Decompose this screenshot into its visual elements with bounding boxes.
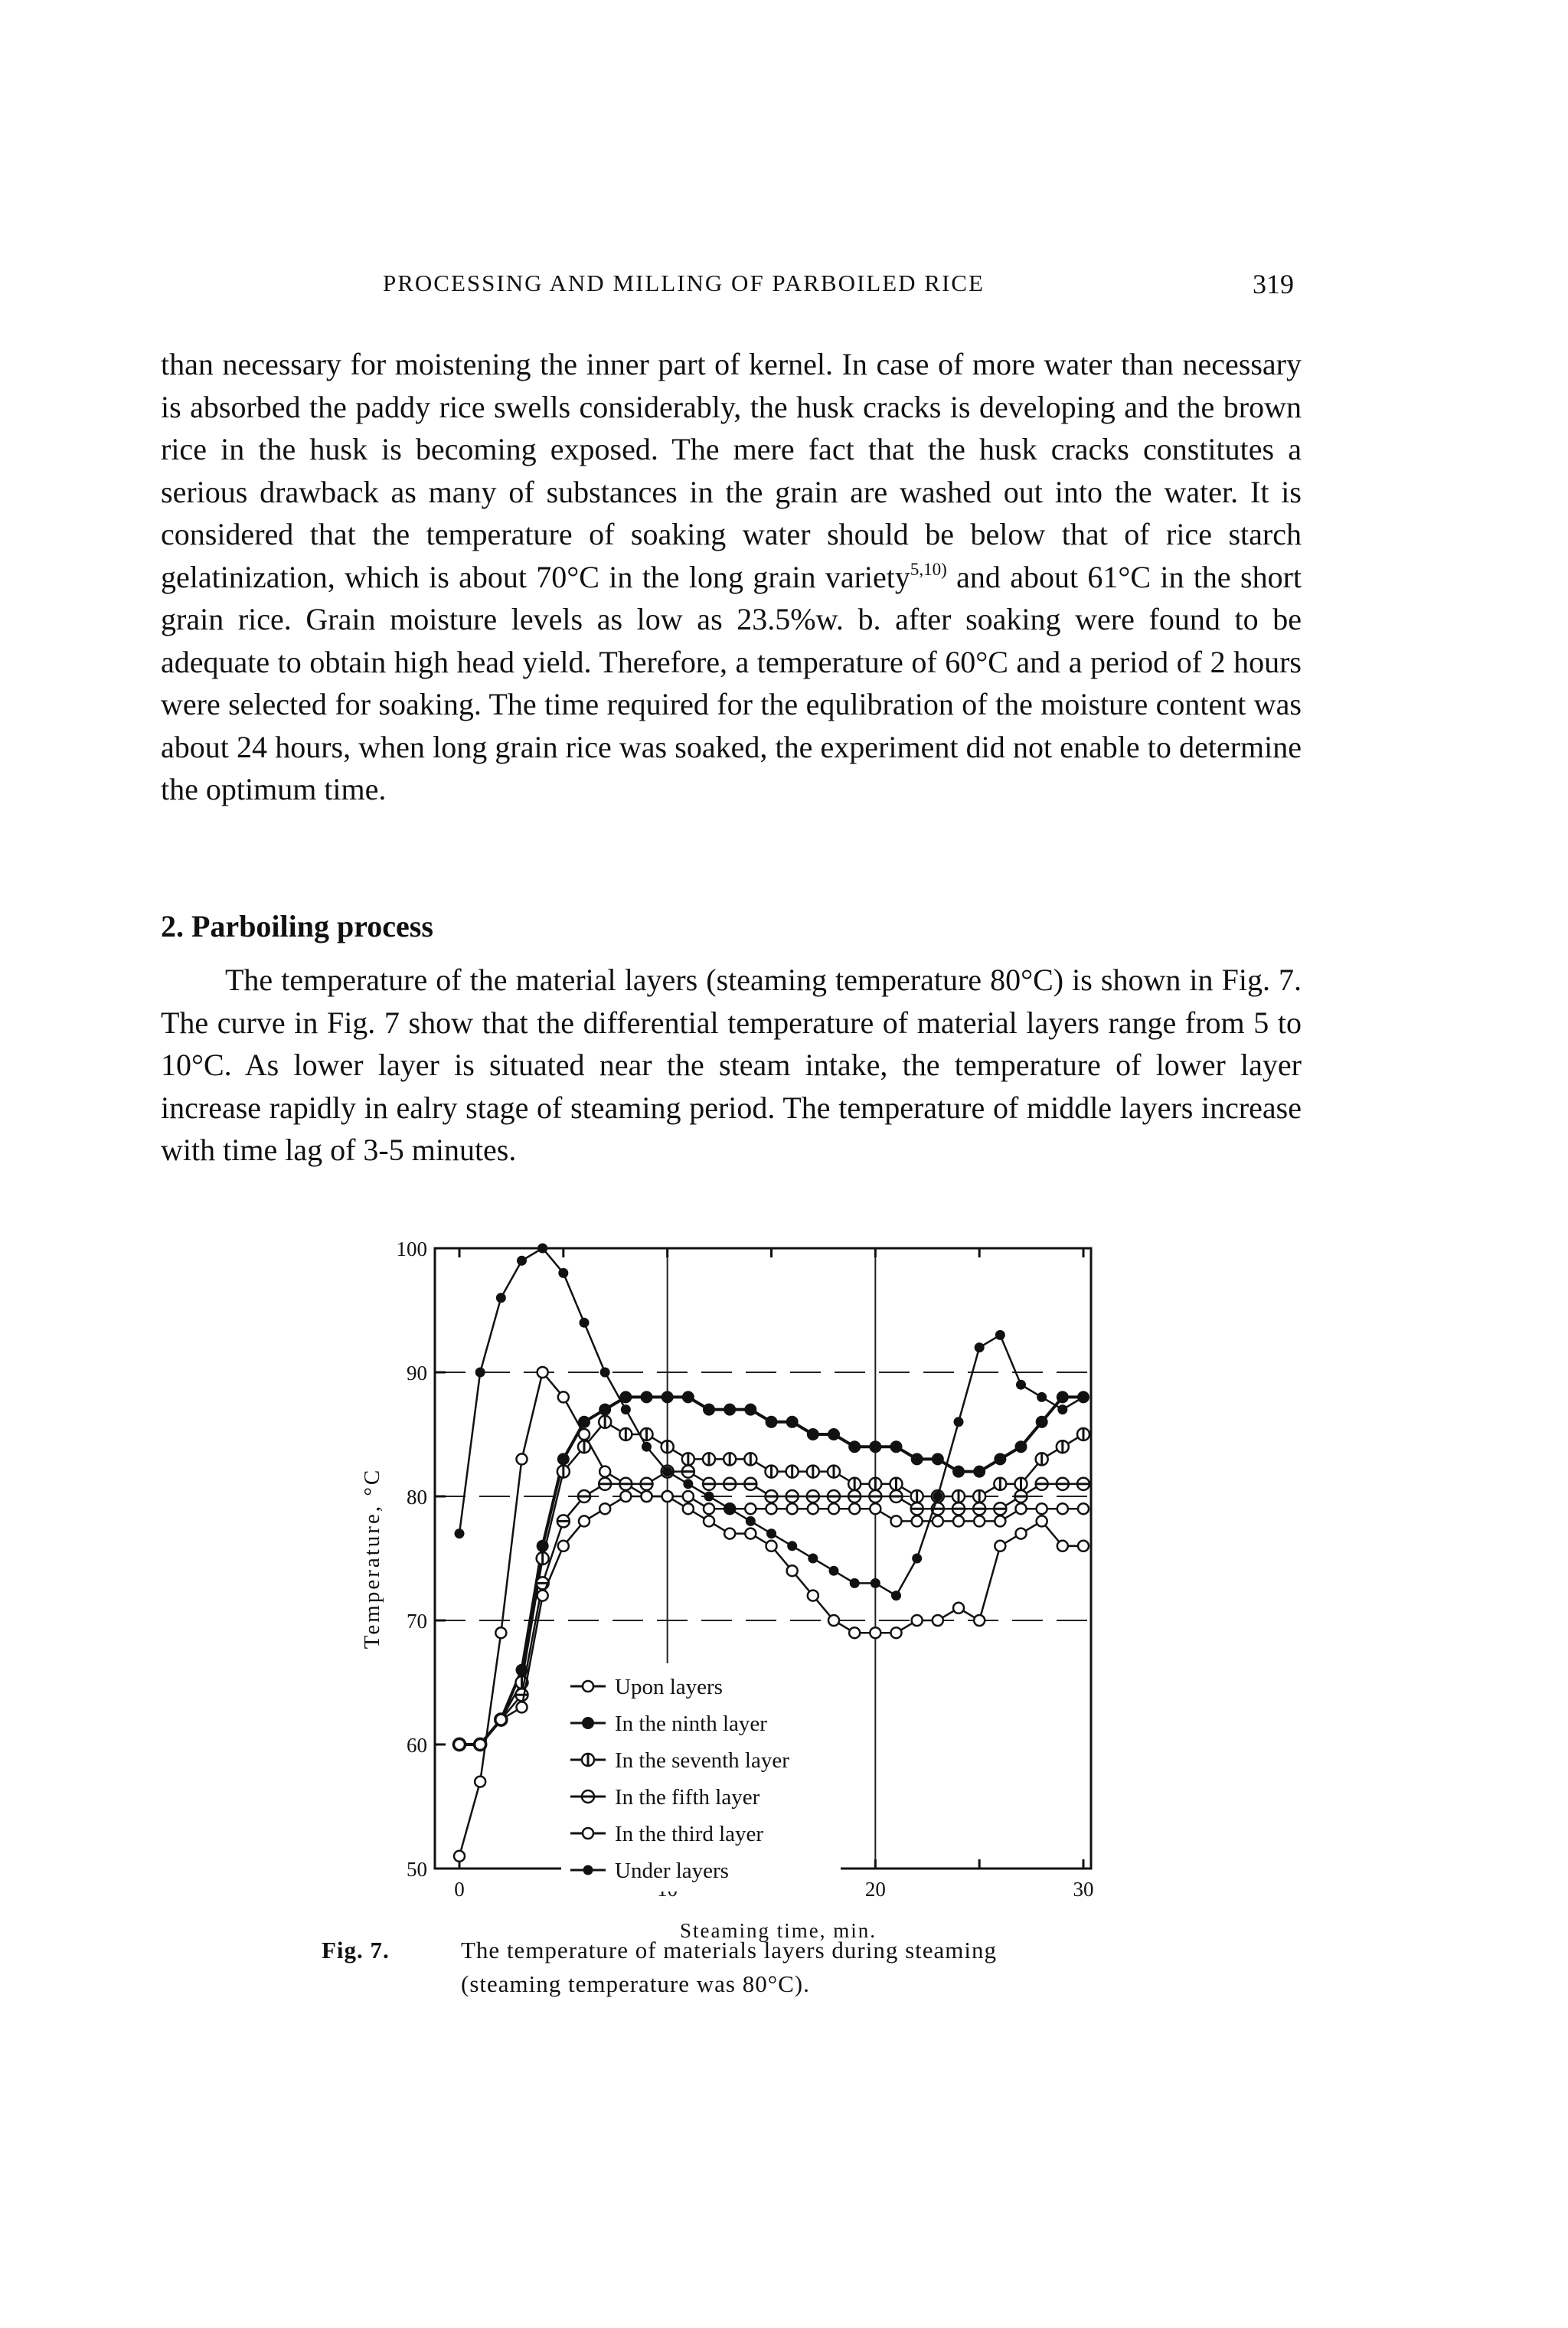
- series-2-point: [890, 1440, 903, 1453]
- series-1-point: [454, 1851, 465, 1862]
- page-number: 319: [1253, 269, 1294, 299]
- series-6-point: [1016, 1380, 1026, 1390]
- series-5-point: [1037, 1503, 1047, 1514]
- series-2-point: [932, 1453, 944, 1465]
- series-6-point: [995, 1330, 1005, 1340]
- body-paragraph-2: [161, 959, 1302, 1172]
- series-6-point: [642, 1442, 652, 1452]
- series-2-point: [911, 1453, 923, 1465]
- y-tick-label: 50: [407, 1858, 427, 1881]
- series-1-point: [683, 1503, 694, 1514]
- series-6-point: [662, 1466, 672, 1476]
- series-6-point: [891, 1591, 901, 1600]
- series-2-point: [766, 1416, 778, 1428]
- series-5-point: [787, 1503, 798, 1514]
- series-6-point: [954, 1417, 964, 1427]
- x-tick-label: 30: [1073, 1878, 1094, 1901]
- x-tick-label: 20: [864, 1878, 886, 1901]
- series-2-point: [828, 1428, 840, 1440]
- series-6-point: [850, 1578, 860, 1588]
- caption-line-2: (steaming temperature was 80°C).: [461, 1970, 810, 1997]
- citation-reference: 5,10): [910, 559, 947, 579]
- series-6-point: [746, 1516, 756, 1526]
- series-1-point: [849, 1627, 860, 1638]
- y-tick-label: 80: [407, 1486, 427, 1509]
- series-6-point: [704, 1492, 714, 1502]
- series-2-point: [641, 1391, 653, 1403]
- series-5-point: [766, 1503, 777, 1514]
- series-5-point: [704, 1503, 714, 1514]
- paragraph-1-text-b: and about 61°C in the short grain rice. Grain moisture levels as low as 23.5%w. b. after soaking were found to be adequate to obtain high head yield. Therefore, a temperature of 60°C and a period of 2 hours were selected for soaking. The time required for the equlibration of the moisture content was about 24 hours, when long grain rice was soaked, the experiment did not enable to determine the optimum time.: [161, 559, 1302, 806]
- figure-caption: [322, 1934, 1225, 2001]
- series-2-point: [952, 1466, 965, 1478]
- series-5-point: [517, 1702, 528, 1712]
- series-2-point: [682, 1391, 694, 1403]
- series-5-point: [849, 1503, 860, 1514]
- series-1-point: [475, 1777, 485, 1787]
- series-5-point: [579, 1515, 590, 1526]
- series-6-point: [496, 1293, 506, 1303]
- series-6-point: [787, 1541, 797, 1551]
- series-2-point: [557, 1453, 570, 1465]
- series-5-point: [912, 1515, 923, 1526]
- series-6-point: [517, 1256, 527, 1266]
- series-1-point: [1016, 1529, 1027, 1539]
- series-1-point: [724, 1529, 735, 1539]
- series-6-point: [1037, 1392, 1047, 1402]
- y-axis-label: Temperature, °C: [360, 1467, 384, 1650]
- legend-label-2: In the ninth layer: [615, 1712, 767, 1736]
- series-1-point: [495, 1627, 506, 1638]
- y-tick-label: 100: [396, 1238, 427, 1260]
- series-2-point: [786, 1416, 799, 1428]
- series-6-point: [933, 1492, 942, 1502]
- series-1-point: [704, 1515, 714, 1526]
- series-1-point: [995, 1541, 1005, 1551]
- series-6-point: [1057, 1404, 1067, 1414]
- section-heading: [161, 908, 433, 944]
- series-1-point: [766, 1541, 777, 1551]
- series-2-point: [724, 1404, 736, 1416]
- series-2-point: [703, 1404, 715, 1416]
- series-5-point: [870, 1503, 880, 1514]
- legend-marker-2: [582, 1717, 594, 1729]
- series-5-point: [495, 1715, 506, 1725]
- series-1-point: [870, 1627, 880, 1638]
- x-axis-label: Steaming time, min.: [680, 1919, 877, 1942]
- series-6-point: [1079, 1392, 1089, 1402]
- series-5-point: [1057, 1503, 1068, 1514]
- series-1-point: [808, 1591, 818, 1601]
- series-6-point: [975, 1342, 985, 1352]
- series-5-point: [995, 1515, 1005, 1526]
- series-5-point: [642, 1491, 652, 1502]
- series-1-point: [933, 1615, 943, 1626]
- series-6-point: [580, 1318, 590, 1328]
- series-6-point: [725, 1504, 735, 1514]
- series-5-point: [953, 1515, 964, 1526]
- series-5-point: [558, 1541, 569, 1551]
- series-2-point: [744, 1404, 756, 1416]
- series-1-point: [953, 1603, 964, 1614]
- series-2-point: [1057, 1391, 1069, 1403]
- paragraph-1-text-a: than necessary for moistening the inner part of kernel. In case of more water than necessary is absorbed the paddy rice swells considerably, the husk cracks is developing and the brown rice in the husk is becoming exposed. The mere fact that the husk cracks constitutes a serious drawback as many of substances in the grain are washed out into the water. It is considered that the temperature of soaking water should be below that of rice starch gelatinization, which is about 70°C in the long grain variety: [161, 347, 1302, 594]
- series-1-point: [787, 1565, 798, 1576]
- series-2-point: [578, 1416, 590, 1428]
- series-6-point: [455, 1529, 465, 1538]
- series-5-point: [475, 1739, 485, 1750]
- series-5-point: [828, 1503, 839, 1514]
- y-tick-label: 70: [407, 1610, 427, 1633]
- series-5-point: [1078, 1503, 1089, 1514]
- series-5-point: [537, 1591, 548, 1601]
- legend-marker-5: [583, 1828, 593, 1839]
- series-1-point: [974, 1615, 985, 1626]
- series-1-point: [1037, 1515, 1047, 1526]
- series-6-point: [537, 1244, 547, 1254]
- legend-label-5: In the third layer: [615, 1822, 764, 1846]
- series-5-point: [745, 1503, 756, 1514]
- series-2-point: [994, 1453, 1006, 1465]
- series-1-point: [745, 1529, 756, 1539]
- series-6-point: [829, 1566, 839, 1576]
- series-1-point: [828, 1615, 839, 1626]
- series-2-point: [807, 1428, 819, 1440]
- series-6-point: [621, 1404, 631, 1414]
- series-5-point: [683, 1491, 694, 1502]
- series-5-point: [662, 1491, 673, 1502]
- series-1-point: [1078, 1541, 1089, 1551]
- series-5-point: [891, 1515, 902, 1526]
- series-2-point: [662, 1391, 674, 1403]
- series-2-point: [599, 1404, 611, 1416]
- legend-label-3: In the seventh layer: [615, 1748, 789, 1773]
- series-5-point: [808, 1503, 818, 1514]
- series-6-point: [558, 1268, 568, 1278]
- series-2-point: [1036, 1416, 1048, 1428]
- series-5-point: [454, 1739, 465, 1750]
- series-6-point: [766, 1529, 776, 1538]
- series-1-point: [558, 1391, 569, 1402]
- series-5-point: [933, 1515, 943, 1526]
- series-2-point: [848, 1440, 861, 1453]
- series-5-point: [974, 1515, 985, 1526]
- legend-marker-6: [583, 1865, 593, 1875]
- y-tick-label: 60: [407, 1734, 427, 1757]
- body-paragraph-1: [161, 343, 1302, 811]
- y-tick-label: 90: [407, 1362, 427, 1385]
- series-5-point: [599, 1503, 610, 1514]
- series-5-point: [620, 1491, 631, 1502]
- series-2-point: [973, 1466, 985, 1478]
- legend-label-1: Upon layers: [615, 1675, 723, 1699]
- series-6-point: [808, 1554, 818, 1564]
- series-6-point: [871, 1578, 880, 1588]
- section-title: Parboiling process: [191, 909, 433, 943]
- paragraph-2-text: The temperature of the material layers (steaming temperature 80°C) is shown in Fig. 7. The curve in Fig. 7 show that the differential temperature of material layers range from 5 to 10°C. As lower layer is situated near the steam intake, the temperature of lower layer increase rapidly in ealry stage of steaming period. The temperature of middle layers increase with time lag of 3-5 minutes.: [161, 963, 1302, 1167]
- series-1-point: [599, 1466, 610, 1477]
- caption-line-1: The temperature of materials layers during steaming: [461, 1937, 998, 1963]
- series-6-point: [600, 1368, 610, 1378]
- legend-marker-1: [583, 1681, 593, 1692]
- figure-label: Fig. 7.: [322, 1937, 390, 1963]
- legend-label-4: In the fifth layer: [615, 1785, 760, 1810]
- running-head: PROCESSING AND MILLING OF PARBOILED RICE: [383, 270, 985, 296]
- series-1-point: [891, 1627, 902, 1638]
- legend-label-6: Under layers: [615, 1859, 729, 1883]
- series-6-point: [912, 1554, 922, 1564]
- series-6-point: [683, 1479, 693, 1489]
- series-1-point: [912, 1615, 923, 1626]
- series-2-point: [869, 1440, 881, 1453]
- series-5-point: [1016, 1503, 1027, 1514]
- series-6-point: [475, 1368, 485, 1378]
- section-number: 2.: [161, 909, 184, 943]
- series-1-point: [1057, 1541, 1068, 1551]
- series-1-point: [537, 1367, 548, 1378]
- series-2-point: [1015, 1440, 1027, 1453]
- series-1-point: [517, 1453, 528, 1464]
- x-tick-label: 0: [454, 1878, 465, 1901]
